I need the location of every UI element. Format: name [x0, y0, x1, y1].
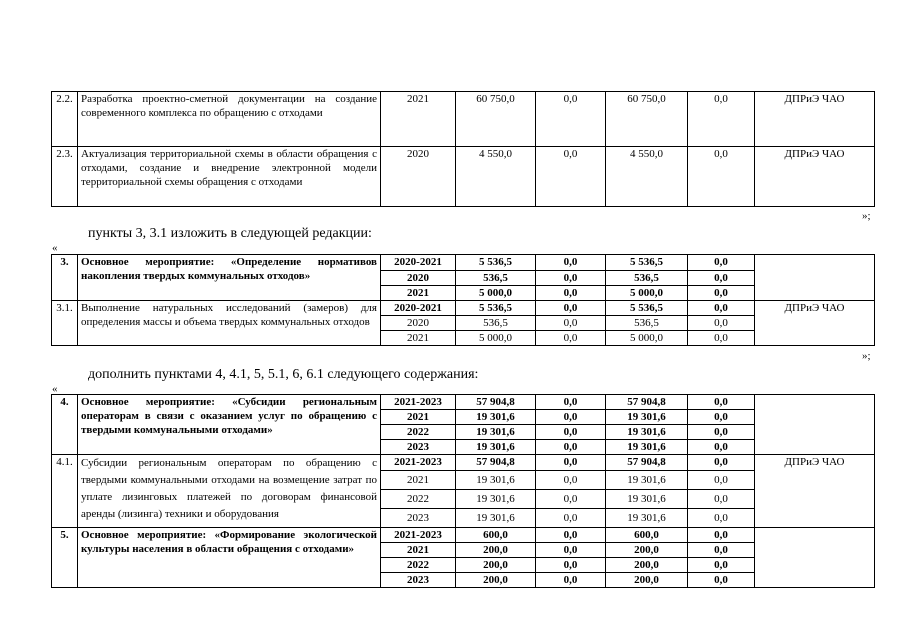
year-cell: 2021-2023	[381, 395, 456, 410]
total-cell: 600,0	[456, 528, 536, 543]
value-cell: 5 000,0	[606, 286, 688, 301]
total-cell: 19 301,6	[456, 440, 536, 455]
year-cell: 2021	[381, 92, 456, 147]
total-cell: 5 536,5	[456, 301, 536, 316]
value-cell: 57 904,8	[606, 395, 688, 410]
year-cell: 2020	[381, 147, 456, 207]
value-cell: 0,0	[688, 490, 755, 509]
value-cell: 200,0	[606, 573, 688, 588]
value-cell: 5 000,0	[606, 331, 688, 346]
total-cell: 5 000,0	[456, 331, 536, 346]
responsible-org: ДПРиЭ ЧАО	[755, 147, 875, 207]
responsible-org: ДПРиЭ ЧАО	[755, 92, 875, 147]
value-cell: 0,0	[688, 509, 755, 528]
total-cell: 60 750,0	[456, 92, 536, 147]
value-cell: 536,5	[606, 271, 688, 286]
value-cell: 0,0	[688, 440, 755, 455]
activity-name: Выполнение натуральных исследований (замеров) для определения массы и объема твердых коммунальных отходов	[78, 301, 381, 346]
value-cell: 0,0	[536, 543, 606, 558]
value-cell: 19 301,6	[606, 509, 688, 528]
value-cell: 0,0	[536, 440, 606, 455]
total-cell: 200,0	[456, 558, 536, 573]
value-cell: 0,0	[688, 147, 755, 207]
value-cell: 0,0	[688, 543, 755, 558]
total-cell: 57 904,8	[456, 395, 536, 410]
value-cell: 600,0	[606, 528, 688, 543]
value-cell: 200,0	[606, 558, 688, 573]
value-cell: 57 904,8	[606, 455, 688, 471]
value-cell: 0,0	[536, 147, 606, 207]
activity-name: Основное мероприятие: «Формирование экологической культуры населения в области обращения с отходами»	[78, 528, 381, 588]
row-number: 3.	[52, 255, 78, 301]
instruction-paragraph: пункты 3, 3.1 изложить в следующей редакции:	[88, 226, 372, 241]
total-cell: 19 301,6	[456, 471, 536, 490]
value-cell: 0,0	[688, 271, 755, 286]
table-items-4-5	[51, 394, 875, 588]
value-cell: 60 750,0	[606, 92, 688, 147]
value-cell: 0,0	[536, 425, 606, 440]
value-cell: 0,0	[536, 331, 606, 346]
table-row	[52, 455, 875, 471]
year-cell: 2021	[381, 471, 456, 490]
value-cell: 0,0	[536, 92, 606, 147]
value-cell: 19 301,6	[606, 410, 688, 425]
closing-quote: »;	[862, 350, 871, 362]
value-cell: 19 301,6	[606, 490, 688, 509]
table-row	[52, 395, 875, 410]
total-cell: 19 301,6	[456, 509, 536, 528]
year-cell: 2022	[381, 425, 456, 440]
value-cell: 0,0	[536, 410, 606, 425]
row-number: 5.	[52, 528, 78, 588]
total-cell: 19 301,6	[456, 425, 536, 440]
table-items-2-2-2-3	[51, 91, 875, 207]
instruction-paragraph: дополнить пунктами 4, 4.1, 5, 5.1, 6, 6.1 следующего содержания:	[88, 367, 479, 382]
activity-name: Основное мероприятие: «Определение нормативов накопления твердых коммунальных отходов»	[78, 255, 381, 301]
value-cell: 0,0	[536, 455, 606, 471]
value-cell: 0,0	[688, 92, 755, 147]
responsible-org: ДПРиЭ ЧАО	[755, 301, 875, 346]
value-cell: 0,0	[688, 301, 755, 316]
value-cell: 0,0	[688, 455, 755, 471]
table-row	[52, 147, 875, 207]
value-cell: 0,0	[536, 395, 606, 410]
value-cell: 0,0	[536, 573, 606, 588]
value-cell: 0,0	[536, 316, 606, 331]
value-cell: 19 301,6	[606, 440, 688, 455]
activity-name: Основное мероприятие: «Субсидии региональным операторам в связи с оказанием услуг по обращению с твердыми коммунальными отходами»	[78, 395, 381, 455]
value-cell: 0,0	[688, 286, 755, 301]
value-cell: 0,0	[536, 301, 606, 316]
year-cell: 2020	[381, 316, 456, 331]
total-cell: 4 550,0	[456, 147, 536, 207]
table-row	[52, 528, 875, 543]
value-cell: 19 301,6	[606, 425, 688, 440]
table-items-3-3-1	[51, 254, 875, 346]
value-cell: 0,0	[536, 271, 606, 286]
table-row	[52, 255, 875, 271]
total-cell: 200,0	[456, 573, 536, 588]
value-cell: 5 536,5	[606, 255, 688, 271]
value-cell: 4 550,0	[606, 147, 688, 207]
year-cell: 2022	[381, 490, 456, 509]
value-cell: 0,0	[688, 316, 755, 331]
year-cell: 2021	[381, 410, 456, 425]
year-cell: 2021	[381, 286, 456, 301]
value-cell: 0,0	[688, 331, 755, 346]
responsible-org	[755, 255, 875, 301]
activity-name: Разработка проектно-сметной документации на создание современного комплекса по обращению с отходами	[78, 92, 381, 147]
value-cell: 5 536,5	[606, 301, 688, 316]
year-cell: 2020	[381, 271, 456, 286]
year-cell: 2021-2023	[381, 528, 456, 543]
row-number: 4.1.	[52, 455, 78, 528]
total-cell: 5 000,0	[456, 286, 536, 301]
opening-quote: «	[52, 383, 58, 395]
total-cell: 19 301,6	[456, 490, 536, 509]
responsible-org	[755, 528, 875, 588]
total-cell: 536,5	[456, 316, 536, 331]
year-cell: 2020-2021	[381, 255, 456, 271]
total-cell: 200,0	[456, 543, 536, 558]
total-cell: 536,5	[456, 271, 536, 286]
value-cell: 0,0	[688, 558, 755, 573]
value-cell: 19 301,6	[606, 471, 688, 490]
value-cell: 200,0	[606, 543, 688, 558]
year-cell: 2021-2023	[381, 455, 456, 471]
table-row	[52, 92, 875, 147]
row-number: 2.3.	[52, 147, 78, 207]
row-number: 2.2.	[52, 92, 78, 147]
row-number: 3.1.	[52, 301, 78, 346]
total-cell: 57 904,8	[456, 455, 536, 471]
year-cell: 2023	[381, 573, 456, 588]
value-cell: 0,0	[688, 425, 755, 440]
value-cell: 0,0	[536, 509, 606, 528]
value-cell: 0,0	[688, 255, 755, 271]
value-cell: 0,0	[536, 490, 606, 509]
year-cell: 2023	[381, 440, 456, 455]
value-cell: 0,0	[536, 558, 606, 573]
total-cell: 19 301,6	[456, 410, 536, 425]
row-number: 4.	[52, 395, 78, 455]
value-cell: 0,0	[688, 471, 755, 490]
value-cell: 0,0	[536, 255, 606, 271]
opening-quote: «	[52, 242, 58, 254]
closing-quote: »;	[862, 210, 871, 222]
year-cell: 2021	[381, 331, 456, 346]
value-cell: 0,0	[688, 410, 755, 425]
activity-name: Субсидии региональным операторам по обращению с твердыми коммунальными отходами на возмещение затрат по уплате лизинговых платежей по договорам финансовой аренды (лизинга) техники и оборудования	[78, 455, 381, 528]
total-cell: 5 536,5	[456, 255, 536, 271]
value-cell: 0,0	[688, 573, 755, 588]
responsible-org	[755, 395, 875, 455]
year-cell: 2021	[381, 543, 456, 558]
activity-name: Актуализация территориальной схемы в области обращения с отходами, создание и внедрение электронной модели территориальной схемы обращения с отходами	[78, 147, 381, 207]
value-cell: 0,0	[536, 528, 606, 543]
table-row	[52, 301, 875, 316]
value-cell: 0,0	[536, 471, 606, 490]
year-cell: 2023	[381, 509, 456, 528]
value-cell: 0,0	[688, 395, 755, 410]
responsible-org: ДПРиЭ ЧАО	[755, 455, 875, 528]
year-cell: 2022	[381, 558, 456, 573]
value-cell: 0,0	[536, 286, 606, 301]
value-cell: 0,0	[688, 528, 755, 543]
year-cell: 2020-2021	[381, 301, 456, 316]
value-cell: 536,5	[606, 316, 688, 331]
